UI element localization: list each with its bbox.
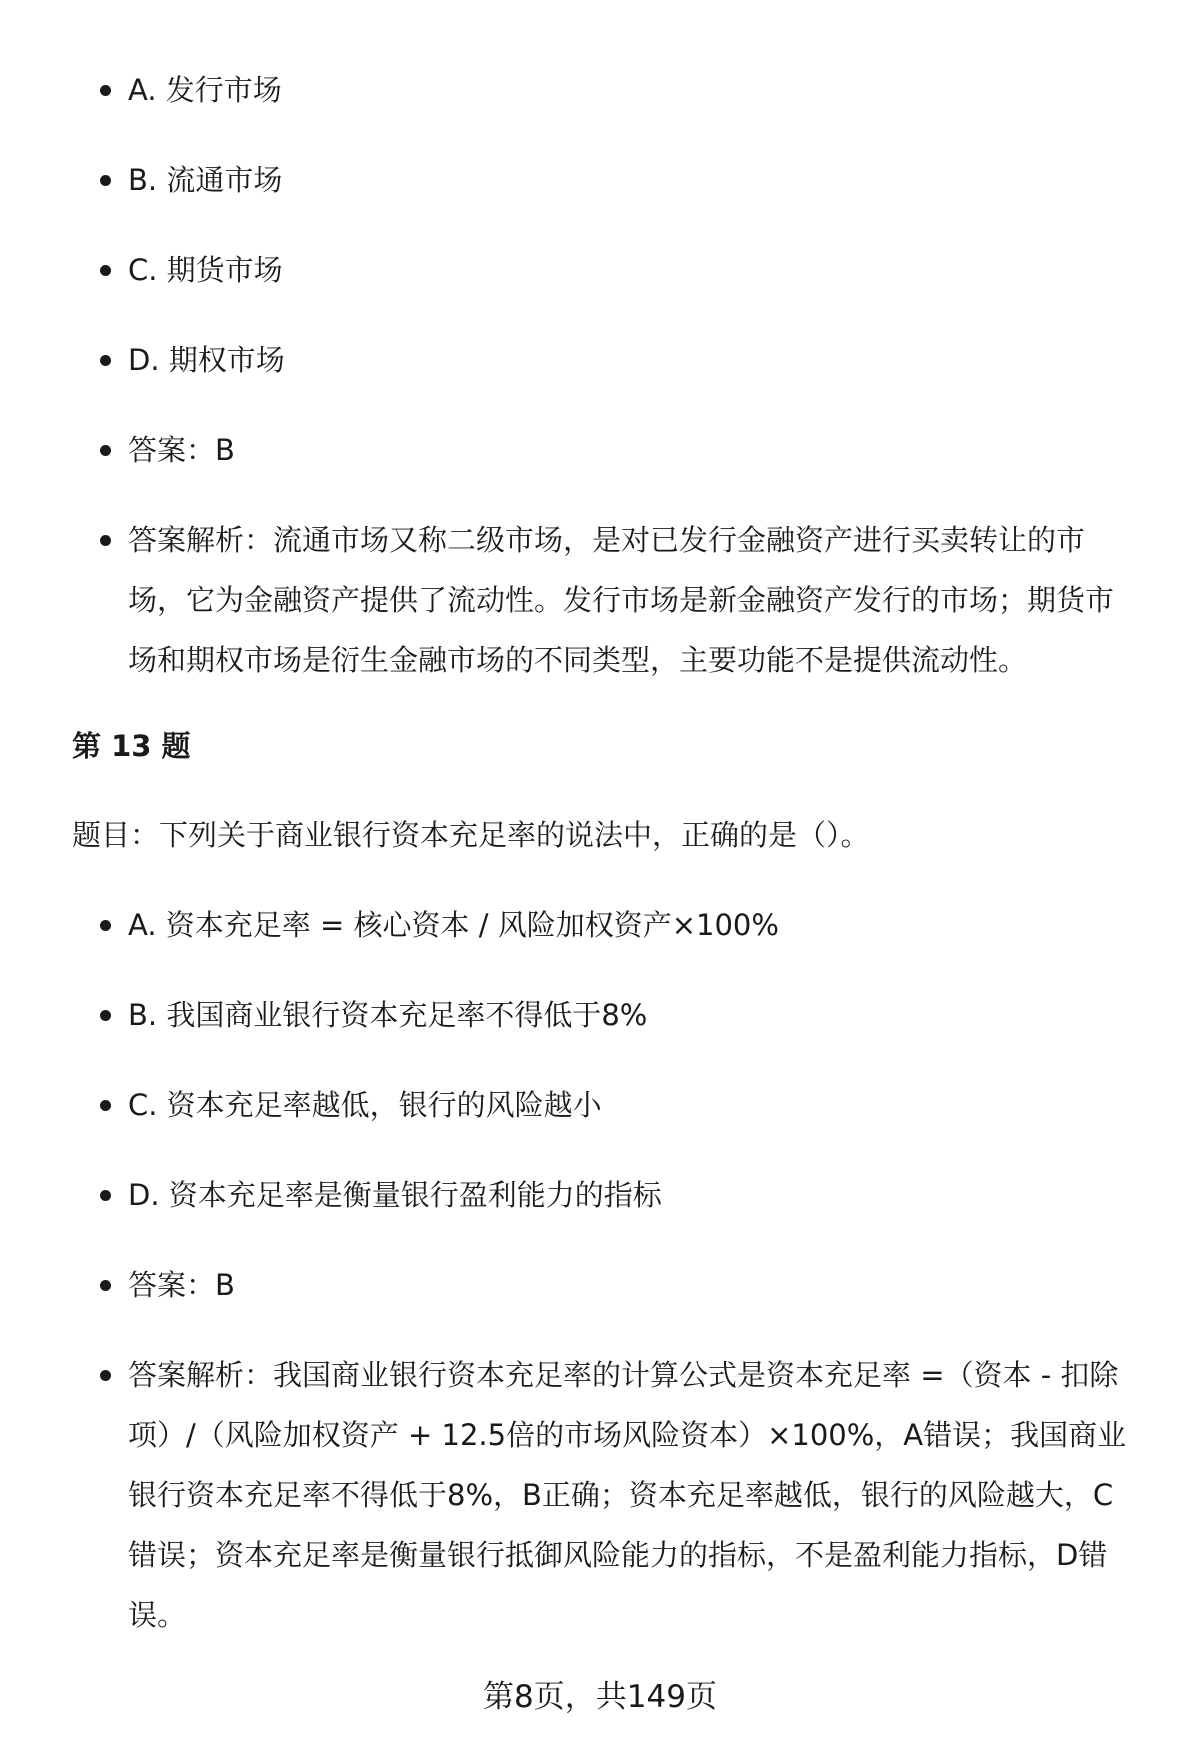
q12-explanation: 答案解析：流通市场又称二级市场，是对已发行金融资产进行买卖转让的市场，它为金融资产提供了流动性。发行市场是新金融资产发行的市场；期货市场和期权市场是衍生金融市场的不同类型，主要功能不是提供流动性。 (128, 510, 1138, 690)
q12-option-a: A. 发行市场 (128, 60, 1138, 120)
page-number-footer: 第8页，共149页 (483, 1679, 717, 1715)
q13-option-c: C. 资本充足率越低，银行的风险越小 (128, 1075, 1138, 1135)
q13-answer: 答案：B (128, 1255, 1138, 1315)
q13-explanation: 答案解析：我国商业银行资本充足率的计算公式是资本充足率 =（资本 - 扣除项）/（风险加权资产 + 12.5倍的市场风险资本）×100%，A错误；我国商业银行资本充足率不得低于8%，B正确；资本充足率越低，银行的风险越大，C错误；资本充足率是衡量银行抵御风险能力的指标，不是盈利能力指标，D错误。 (128, 1345, 1138, 1645)
q12-option-b: B. 流通市场 (128, 150, 1138, 210)
q12-option-c: C. 期货市场 (128, 240, 1138, 300)
q13-option-a: A. 资本充足率 = 核心资本 / 风险加权资产×100% (128, 895, 1138, 955)
q12-option-d: D. 期权市场 (128, 330, 1138, 390)
q12-answer: 答案：B (128, 420, 1138, 480)
q13-option-d: D. 资本充足率是衡量银行盈利能力的指标 (128, 1165, 1138, 1225)
q13-question: 题目：下列关于商业银行资本充足率的说法中，正确的是（）。 (72, 818, 870, 852)
q13-heading: 第 13 题 (72, 729, 191, 763)
q13-option-b: B. 我国商业银行资本充足率不得低于8% (128, 985, 1138, 1045)
